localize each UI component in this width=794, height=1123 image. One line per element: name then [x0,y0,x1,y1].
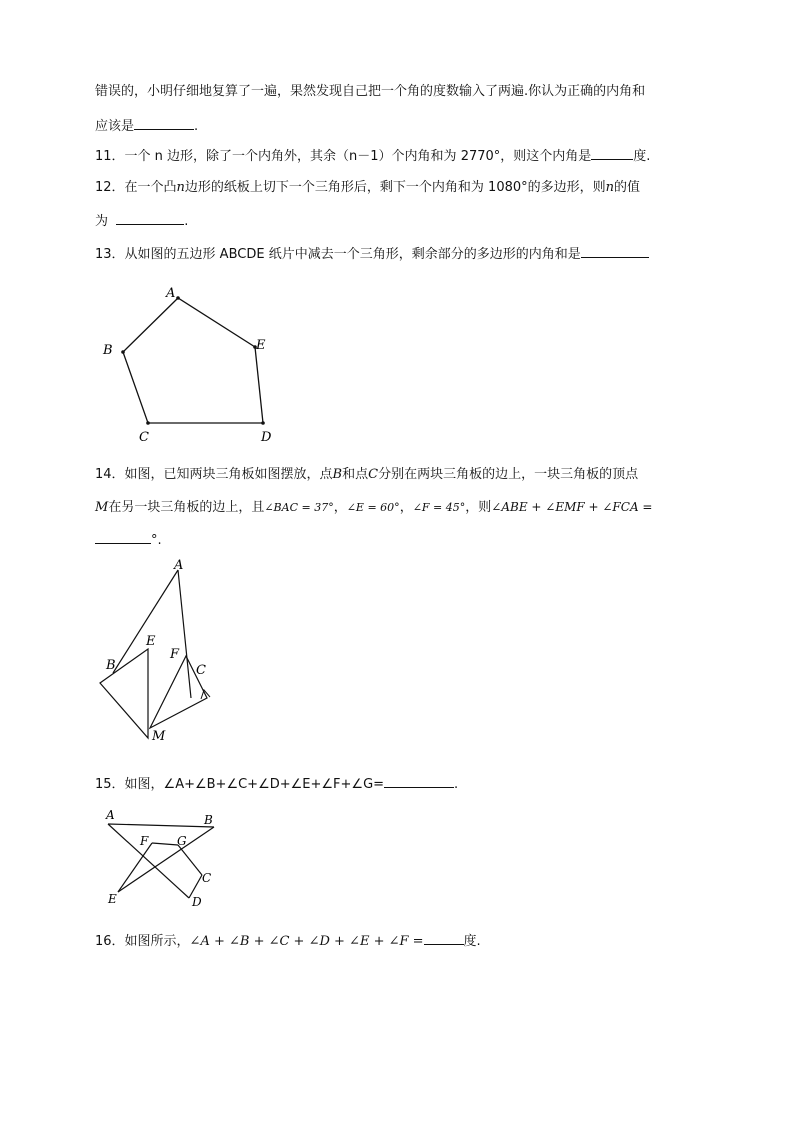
q13-text: 13．从如图的五边形 ABCDE 纸片中减去一个三角形，剩余部分的多边形的内角和是 [95,247,581,262]
q14-answer-blank[interactable] [95,529,151,544]
set-squares-svg [90,555,230,755]
q12-line-1: 12．在一个凸n边形的纸板上切下一个三角形后，剩下一个内角和为 1080°的多边形，则n的值 [95,180,641,195]
label-c: C [139,430,149,445]
star-figure [100,805,230,919]
q12-answer-blank[interactable] [116,210,184,225]
q11-text: 11．一个 n 边形，除了一个内角外，其余（n－1）个内角和为 2770°，则这个内角是 [95,149,592,164]
pentagon-figure [95,280,295,454]
q14-line-3: °. [95,529,162,551]
q10-line-2: 应该是 . [95,115,198,137]
q13-answer-blank[interactable] [581,243,649,258]
q14-line-1: 14．如图，已知两块三角板如图摆放，点B和点C分别在两块三角板的边上，一块三角板的顶点 [95,467,639,482]
label-a: A [174,558,184,573]
star-svg [100,805,230,915]
q13-line [95,243,649,265]
label-d: D [261,430,272,445]
q15-line: 15．如图，∠A+∠B+∠C+∠D+∠E+∠F+∠G= . [95,773,458,795]
q10-text-2: 应该是 [95,119,135,134]
q15-answer-blank[interactable] [384,773,454,788]
q14-line-2: M在另一块三角板的边上，且∠BAC = 37°，∠E = 60°，∠F = 45°，则∠ABE + ∠EMF + ∠FCA = [95,500,653,515]
q10-answer-blank[interactable] [134,115,194,130]
label-e: E [256,338,266,353]
set-squares-figure [90,555,230,759]
q16-expression: ∠A + ∠B + ∠C + ∠D + ∠E + ∠F = [189,934,424,949]
label-a: A [106,808,115,822]
label-e: E [146,634,156,649]
q16-answer-blank[interactable] [424,930,464,945]
label-e: E [108,892,117,906]
label-b: B [106,658,116,673]
label-c: C [202,871,212,885]
label-m: M [152,729,166,744]
q11-answer-blank[interactable] [591,145,633,160]
label-b: B [204,813,213,827]
label-c: C [196,663,206,678]
label-g: G [177,834,187,848]
q10-line-1 [95,82,645,102]
q10-text-1: 错误的，小明仔细地复算了一遍，果然发现自己把一个角的度数输入了两遍.你认为正确的内角和 [95,84,646,99]
q16-line: 16．如图所示，∠A + ∠B + ∠C + ∠D + ∠E + ∠F = 度. [95,930,481,952]
label-b: B [103,343,113,358]
label-d: D [192,895,202,909]
label-f: F [170,647,180,662]
q15-text: 15．如图，∠A+∠B+∠C+∠D+∠E+∠F+∠G= [95,777,385,792]
q12-line-2: 为 . [95,210,188,232]
pentagon-svg [95,280,295,450]
label-f: F [140,834,149,848]
q11-line: 11．一个 n 边形，除了一个内角外，其余（n－1）个内角和为 2770°，则这个内角是 度. [95,145,650,167]
label-a: A [166,286,176,301]
